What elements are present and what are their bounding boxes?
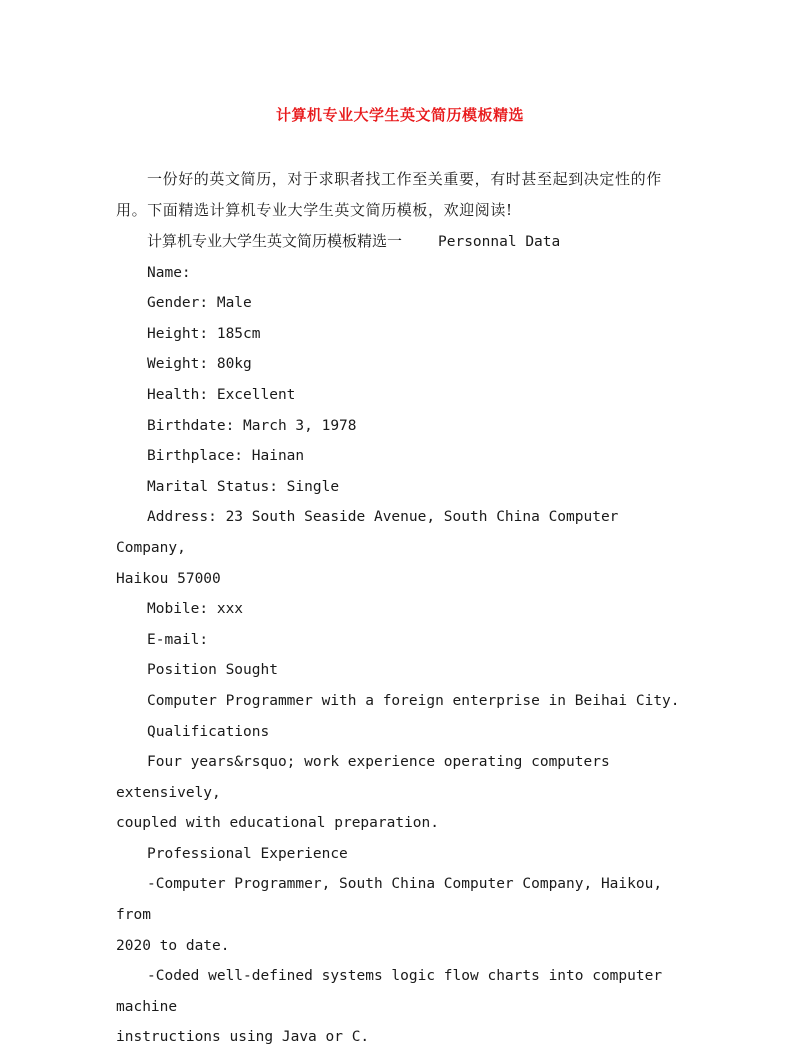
field-health: Health: Excellent bbox=[147, 386, 296, 403]
qualifications-text: Four years&rsquo; work experience operating computers extensively, bbox=[116, 754, 610, 801]
document-title: 计算机专业大学生英文简历模板精选 bbox=[275, 106, 524, 124]
field-birthdate: Birthdate: March 3, 1978 bbox=[147, 417, 357, 434]
section-professional-experience: Professional Experience bbox=[147, 845, 348, 862]
field-email: E-mail: bbox=[147, 631, 209, 648]
field-address: Address: 23 South Seaside Avenue, South China Computer Company, bbox=[116, 509, 619, 556]
field-mobile: Mobile: xxx bbox=[147, 601, 244, 618]
field-weight: Weight: 80kg bbox=[147, 356, 252, 373]
section-position-sought: Position Sought bbox=[147, 662, 278, 679]
intro-paragraph: 一份好的英文简历，对于求职者找工作至关重要，有时甚至起到决定性的作用。下面精选计算机专业大学生英文简历模板，欢迎阅读! bbox=[116, 170, 662, 219]
field-name: Name: bbox=[147, 264, 191, 281]
field-gender: Gender: Male bbox=[147, 295, 252, 312]
field-marital-status: Marital Status: Single bbox=[147, 478, 340, 495]
experience-item-2: -Coded well-defined systems logic flow charts into computer machine bbox=[116, 968, 663, 1015]
field-address-continued: Haikou 57000 bbox=[116, 570, 221, 587]
template-heading-line bbox=[116, 226, 690, 258]
experience-item-2-continued: instructions using Java or C. bbox=[116, 1029, 370, 1046]
field-birthplace: Birthplace: Hainan bbox=[147, 448, 305, 465]
experience-item-1-continued: 2020 to date. bbox=[116, 937, 230, 954]
position-text: Computer Programmer with a foreign enterprise in Beihai City. bbox=[147, 692, 680, 709]
template-heading: 计算机专业大学生英文简历模板精选一 bbox=[147, 232, 403, 250]
section-qualifications: Qualifications bbox=[147, 723, 270, 740]
section-personal-data: Personnal Data bbox=[438, 234, 561, 250]
experience-item-1: -Computer Programmer, South China Computer Company, Haikou, from bbox=[116, 876, 663, 924]
field-height: Height: 185cm bbox=[147, 325, 261, 342]
resume-body bbox=[116, 226, 690, 1053]
qualifications-text-continued: coupled with educational preparation. bbox=[116, 815, 440, 832]
